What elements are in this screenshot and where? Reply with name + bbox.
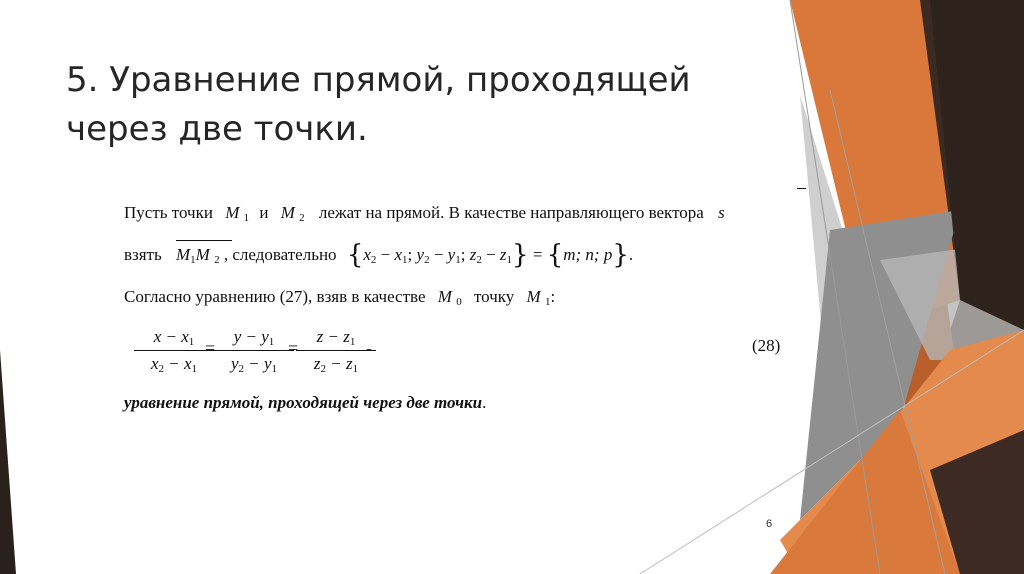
vector-s-overline bbox=[797, 188, 806, 189]
text-line-2 bbox=[124, 240, 634, 270]
vector-m1m2-overline bbox=[176, 240, 232, 241]
line2-prefix: взять bbox=[124, 245, 162, 264]
point-m2: M $_2$ bbox=[280, 203, 305, 224]
point-m1-line3: M $_1$ bbox=[526, 287, 551, 308]
left-dark-triangle bbox=[0, 350, 16, 574]
line3-end: : bbox=[550, 287, 556, 306]
line1-text: лежат на прямой. В качестве направляющего вектора bbox=[318, 203, 704, 222]
fraction-y: $y - y_1$ $y_2 - y_1$ bbox=[214, 326, 294, 375]
equation-number: (28) bbox=[752, 336, 781, 355]
vector-m1m2: $M_1M$ $_2$ bbox=[176, 245, 220, 266]
fraction-x: $x - x_1$ $x_2 - x_1$ bbox=[134, 326, 214, 375]
page-number: 6 bbox=[766, 518, 773, 530]
point-m0: M $_0$ bbox=[437, 287, 462, 308]
equation-dash: - bbox=[366, 338, 372, 358]
line2-text: , следовательно bbox=[223, 245, 337, 264]
fraction-z: $z - z_1$ $z_2 - z_1$ bbox=[296, 326, 376, 375]
direction-vector-s: s bbox=[718, 203, 725, 222]
slide-title: 5. Уравнение прямой, проходящей через две точки. bbox=[66, 60, 691, 149]
conclusion-text: уравнение прямой, проходящей через две точки. bbox=[124, 393, 487, 412]
line3-prefix: Согласно уравнению (27), взяв в качестве bbox=[124, 287, 426, 306]
point-m1: M $_1$ bbox=[225, 203, 250, 224]
text-line-3 bbox=[124, 287, 555, 307]
vector-components: {$x_2 - x_1$; $y_2 - y_1$; $z_2 - z_1\} = \{m$; n; p}. bbox=[346, 240, 634, 270]
text-line-1 bbox=[124, 203, 725, 223]
line1-prefix: Пусть точки bbox=[124, 203, 213, 222]
equals-sign-1: = bbox=[205, 338, 216, 358]
line1-and: и bbox=[259, 203, 269, 222]
equals-sign-2: = bbox=[288, 338, 299, 358]
line3-mid: точку bbox=[473, 287, 515, 306]
